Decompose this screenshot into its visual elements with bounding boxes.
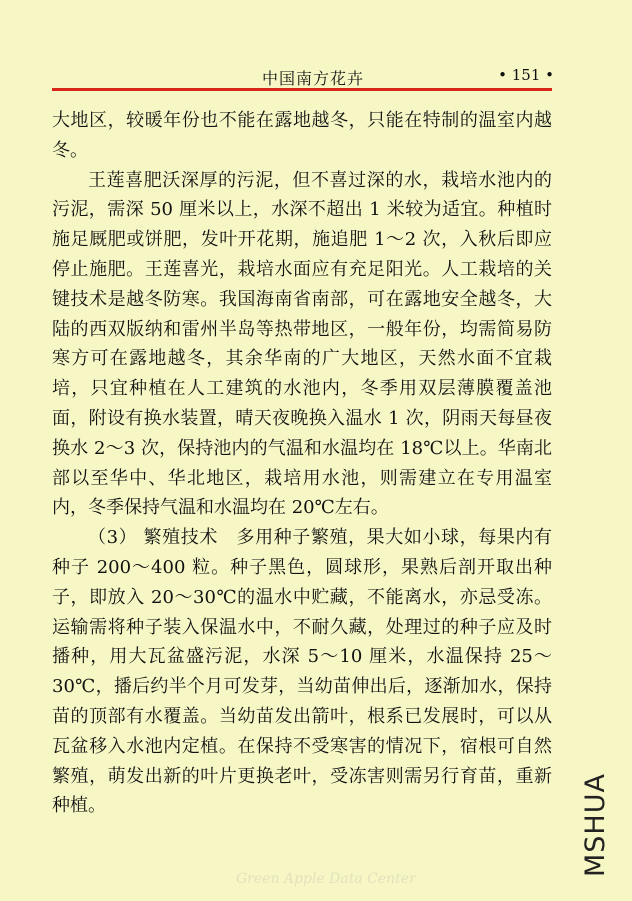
book-title: 中国南方花卉	[262, 69, 365, 88]
watermark-text: Green Apple Data Center	[236, 871, 416, 887]
paragraph-cultivation: 王莲喜肥沃深厚的污泥，但不喜过深的水，栽培水池内的污泥，需深 50 厘米以上，水深不超出 1 米较为适宜。种植时施足厩肥或饼肥，发叶开花期，施追肥 1～2 次，入秋后即应停止施肥。王莲喜光，栽培水面应有充足阳光。人工栽培的关键技术是越冬防寒。我国海南省南部，可在露地安全越冬，大陆的西双版纳和雷州半岛等热带地区，一般年份，均需简易防寒方可在露地越冬，其余华南的广大地区，天然水面不宜栽培，只宜种植在人工建筑的水池内，冬季用双层薄膜覆盖池面，附设有换水装置，晴天夜晚换入温水 1 次，阴雨天每昼夜换水 2～3 次，保持池内的气温和水温均在 18℃以上。华南北部以至华中、华北地区，栽培用水池，则需建立在专用温室内，冬季保持气温和水温均在 20℃左右。	[52, 169, 552, 519]
header-rule	[52, 88, 552, 91]
page-number: • 151 •	[498, 66, 554, 84]
running-header	[52, 66, 578, 88]
side-watermark: MSHUA	[580, 773, 611, 877]
paragraph-continued: 大地区，较暖年份也不能在露地越冬，只能在特制的温室内越冬。	[52, 110, 552, 161]
main-text	[52, 106, 552, 821]
paragraph-propagation: （3） 繁殖技术 多用种子繁殖，果大如小球，每果内有种子 200～400 粒。种子黑色，圆球形，果熟后剖开取出种子，即放入 20～30℃的温水中贮藏，不能离水，亦忌受冻。运输需将种子装入保温水中，不耐久藏，处理过的种子应及时播种，用大瓦盆盛污泥，水深 5～10 厘米，水温保持 25～30℃，播后约半个月可发芽，当幼苗伸出后，逐渐加水，保持苗的顶部有水覆盖。当幼苗发出箭叶，根系已发展时，可以从瓦盆移入水池内定植。在保持不受寒害的情况下，宿根可自然繁殖，萌发出新的叶片更换老叶，受冻害则需另行育苗，重新种植。	[52, 527, 552, 817]
